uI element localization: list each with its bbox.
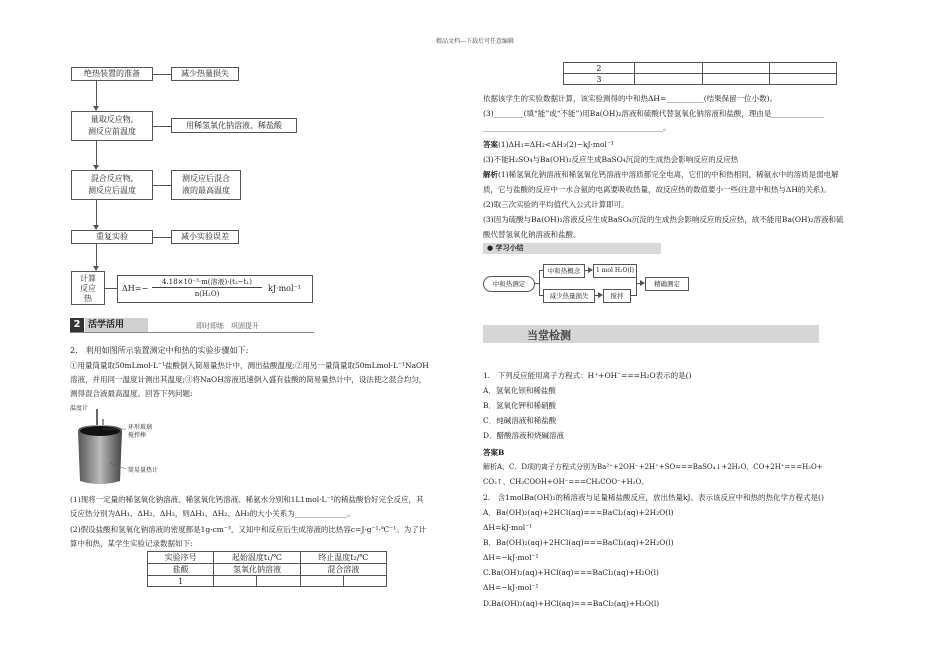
- section-title: 活学活用: [85, 318, 148, 332]
- table-header-row: [148, 552, 387, 564]
- table-header-cell: 实验序号: [148, 552, 214, 564]
- summary-banner: ● 学习小结: [483, 243, 661, 254]
- table-cell: [703, 63, 770, 74]
- answer-line2: (3)不能H₂SO₄与Ba(OH)₂反应生成BaSO₄沉淀的生成热会影响反应的反应热: [483, 155, 739, 164]
- q2-part1-line2: 反应热分别为ΔH₁、ΔH₂、ΔH₃，则ΔH₁、ΔH₂、ΔH₃的大小关系为______________。: [70, 509, 355, 518]
- q2-step-line1: ①用量筒量取50mLmol·L⁻¹盐酸倒入简易量热计中，测出盐酸温度;②用另一量筒量取50mLmol·L⁻¹NaOH: [70, 361, 429, 370]
- explain-text1: (1)稀氢氧化钠溶液和稀氢氧化钙溶液中溶质都完全电离，它们的中和热相同，稀氨水中的溶质是弱电解: [498, 170, 839, 179]
- table-cell: [770, 74, 837, 85]
- calorimeter-figure: [70, 403, 190, 487]
- table-cell: [634, 63, 703, 74]
- table-cell: [770, 63, 837, 74]
- check-banner-title: 当堂检测: [527, 329, 571, 342]
- explain-label: 解析: [483, 170, 498, 179]
- flow-step-mix-l1: 混合反应物,: [90, 174, 134, 183]
- answer-line1: [483, 139, 614, 150]
- flow-step-mix-l2: 测反应后温度: [88, 186, 136, 195]
- check-q1-explain1: 解析A、C、D项的离子方程式分别为Ba²⁺+2OH⁻+2H⁺+SO===BaSO₄↓+2H₂O、CO+2H⁺===H₂O+: [483, 463, 823, 471]
- table-header-cell: 终止温度t₂/℃: [300, 552, 386, 564]
- section-subtitle: 即时即练 巩固提升: [196, 322, 259, 330]
- flow-step-prepare: 绝热装置的准备: [71, 67, 153, 81]
- flow-step-calc-l1: 计算: [80, 274, 96, 283]
- check-q1-option-b: B．氢氧化钾和稀硝酸: [483, 401, 557, 410]
- table-row: [148, 576, 387, 587]
- flow-note-reduce-loss: 减少热量损失: [171, 67, 239, 81]
- formula-numerator: 4.18×10⁻³·m(溶液)·(t₂−t₁): [152, 277, 262, 288]
- table-cell: [257, 576, 300, 587]
- table-subheader-cell: 混合溶液: [300, 564, 386, 576]
- explain-line3: (2)取三次实验的平均值代入公式计算即可。: [483, 200, 629, 209]
- check-q1-option-c: C．纯碱溶液和稀盐酸: [483, 416, 557, 425]
- flow-step-measure-l1: 量取反应物,: [90, 115, 134, 124]
- table-cell: 3: [564, 74, 635, 85]
- check-q2-option-b1: B．Ba(OH)₂(aq)+2HCl(aq)===BaCl₂(aq)+2H₂O(l): [483, 538, 674, 547]
- formula-lhs: ΔH=−: [122, 284, 149, 293]
- data-table-part1: [147, 551, 387, 587]
- table-row: [564, 63, 837, 74]
- summary-node-accurate: 精确测定: [645, 277, 689, 291]
- summary-node-root: 中和热测定: [483, 276, 535, 292]
- calorimeter-icon: [70, 403, 190, 487]
- check-q1-option-a: A．氢氧化钡和稀盐酸: [483, 386, 556, 395]
- check-q1-explain2: CO₂↑、CH₃COOH+OH⁻===CH₃COO⁻+H₂O。: [483, 478, 649, 486]
- summary-node-water: 1 mol H₂O(l): [593, 264, 637, 278]
- check-q2-option-a2: ΔH=kJ·mol⁻¹: [483, 523, 533, 532]
- summary-node-stir: 搅拌: [603, 289, 631, 303]
- flow-formula-box: [117, 275, 313, 303]
- q2-intro: 2. 利用如图所示装置测定中和热的实验步骤如下:: [70, 346, 249, 355]
- check-q2-option-c1: C.Ba(OH)₂(aq)+HCl(aq)===BaCl₂(aq)+H₂O(l): [483, 568, 659, 577]
- q2-part1-line1: (1)现将一定量的稀氢氧化钠溶液、稀氢氧化钙溶液、稀氨水分别和1L1mol·L⁻¹的稀盐酸恰好完全反应，其: [70, 495, 424, 504]
- flow-step-repeat: 重复实验: [71, 230, 153, 244]
- q2-part2-line1: (2)假设盐酸和氢氧化钠溶液的密度都是1g·cm⁻³，又知中和反应后生成溶液的比热容c=J·g⁻¹·℃⁻¹。为了计: [70, 525, 427, 534]
- formula-unit: kJ·mol⁻¹: [268, 284, 301, 293]
- right-line1: 依据该学生的实验数据计算，该实验测得的中和热ΔH=__________(结果保留一位小数)。: [483, 94, 778, 103]
- check-q2-option-c2: ΔH=−kJ·mol⁻¹: [483, 583, 539, 592]
- flow-note-reagents: 用稀氢氧化钠溶液、稀盐酸: [171, 118, 297, 133]
- table-cell: [634, 74, 703, 85]
- check-banner: [483, 325, 819, 343]
- q2-part2-line2: 算中和热，某学生实验记录数据如下:: [70, 539, 193, 548]
- table-cell: [343, 576, 386, 587]
- check-q1-answer: 答案B: [483, 448, 505, 457]
- fig-label-thermometer: 温度计: [70, 405, 89, 412]
- section-heading: [70, 318, 314, 333]
- explain-line2: 质，它与盐酸的反应中一水合氨的电离要吸收热量，故反应热的数值要小一些(注意中和热与ΔH的关系)。: [483, 185, 831, 194]
- table-cell: [300, 576, 343, 587]
- fig-label-calorimeter: 简易量热计: [128, 467, 159, 474]
- table-subheader-row: [148, 564, 387, 576]
- explain-line1: [483, 169, 839, 180]
- explain-line5: 酸代替氢氧化钠溶液和盐酸。: [483, 230, 581, 239]
- answer-label: 答案: [483, 140, 498, 149]
- flow-step-calc-l2: 反应: [80, 284, 96, 293]
- fig-label-stirrer: 搅拌棒: [128, 432, 147, 439]
- flow-step-calc-l3: 热: [84, 294, 92, 303]
- table-cell: 2: [564, 63, 635, 74]
- summary-node-reduce-loss: 减少热量损失: [543, 289, 595, 303]
- summary-node-concept: 中和热概念: [543, 264, 585, 278]
- explain-line4: (3)因为硫酸与Ba(OH)₂溶液反应生成BaSO₄沉淀的生成热会影响反应的反应热，故不能用Ba(OH)₂溶液和硫: [483, 215, 844, 224]
- flow-note-max-temp-l1: 测反应后混合: [182, 174, 230, 183]
- page-header: 精品文档---下载后可任意编辑: [435, 38, 515, 45]
- check-q2: 2. 含1molBa(OH)₂的稀溶液与足量稀盐酸反应，放出热量kJ。表示该反应中和热的热化学方程式是(): [483, 493, 824, 502]
- check-q2-option-b2: ΔH=−kJ·mol⁻¹: [483, 553, 539, 562]
- answer-text1: (1)ΔH₁=ΔH₂<ΔH₃(2)−kJ·mol⁻¹: [498, 140, 614, 149]
- flow-step-calc: [71, 271, 105, 305]
- table-cell: [703, 74, 770, 85]
- section-number: 2: [70, 318, 84, 332]
- data-table-part2: [563, 62, 837, 85]
- table-subheader-cell: 盐酸: [148, 564, 214, 576]
- flow-step-measure: [71, 111, 153, 141]
- right-line2: (3)________(填“能”或“不能”)用Ba(OH)₂溶液和硫酸代替氢氧化钠溶液和盐酸，理由是______________: [483, 109, 824, 118]
- flow-note-max-temp: [171, 170, 241, 200]
- flow-step-mix: [71, 170, 153, 200]
- formula-denominator: n(H₂O): [194, 290, 220, 298]
- q2-step-line2: 溶液，并用同一温度计测出其温度;③将NaOH溶液迅速倒入盛有盐酸的简易量热计中，设法使之混合均匀，: [70, 375, 427, 384]
- flow-note-reduce-error: 减小实验误差: [171, 230, 239, 244]
- check-q2-option-a1: A．Ba(OH)₂(aq)+2HCl(aq)===BaCl₂(aq)+2H₂O(l): [483, 508, 674, 517]
- table-row: [564, 74, 837, 85]
- table-subheader-cell: 氢氧化钠溶液: [214, 564, 300, 576]
- right-line3: ________________________________________________。: [483, 123, 671, 132]
- table-header-cell: 起始温度t₁/℃: [214, 552, 300, 564]
- table-cell: [214, 576, 257, 587]
- flow-step-measure-l2: 测反应前温度: [88, 127, 136, 136]
- q2-step-line3: 测得混合液最高温度。回答下列问题:: [70, 389, 193, 398]
- check-q2-option-d1: D.Ba(OH)₂(aq)+HCl(aq)===BaCl₂(aq)+H₂O(l): [483, 599, 660, 608]
- summary-diagram: [483, 258, 693, 308]
- flow-note-max-temp-l2: 液的最高温度: [182, 186, 230, 195]
- table-cell: 1: [148, 576, 214, 587]
- fig-label-glass-ring: 环形玻璃: [128, 424, 153, 431]
- check-q1: 1. 下列反应能用离子方程式：H⁺+OH⁻===H₂O表示的是(): [483, 371, 692, 380]
- check-q1-option-d: D．醋酸溶液和烧碱溶液: [483, 431, 565, 440]
